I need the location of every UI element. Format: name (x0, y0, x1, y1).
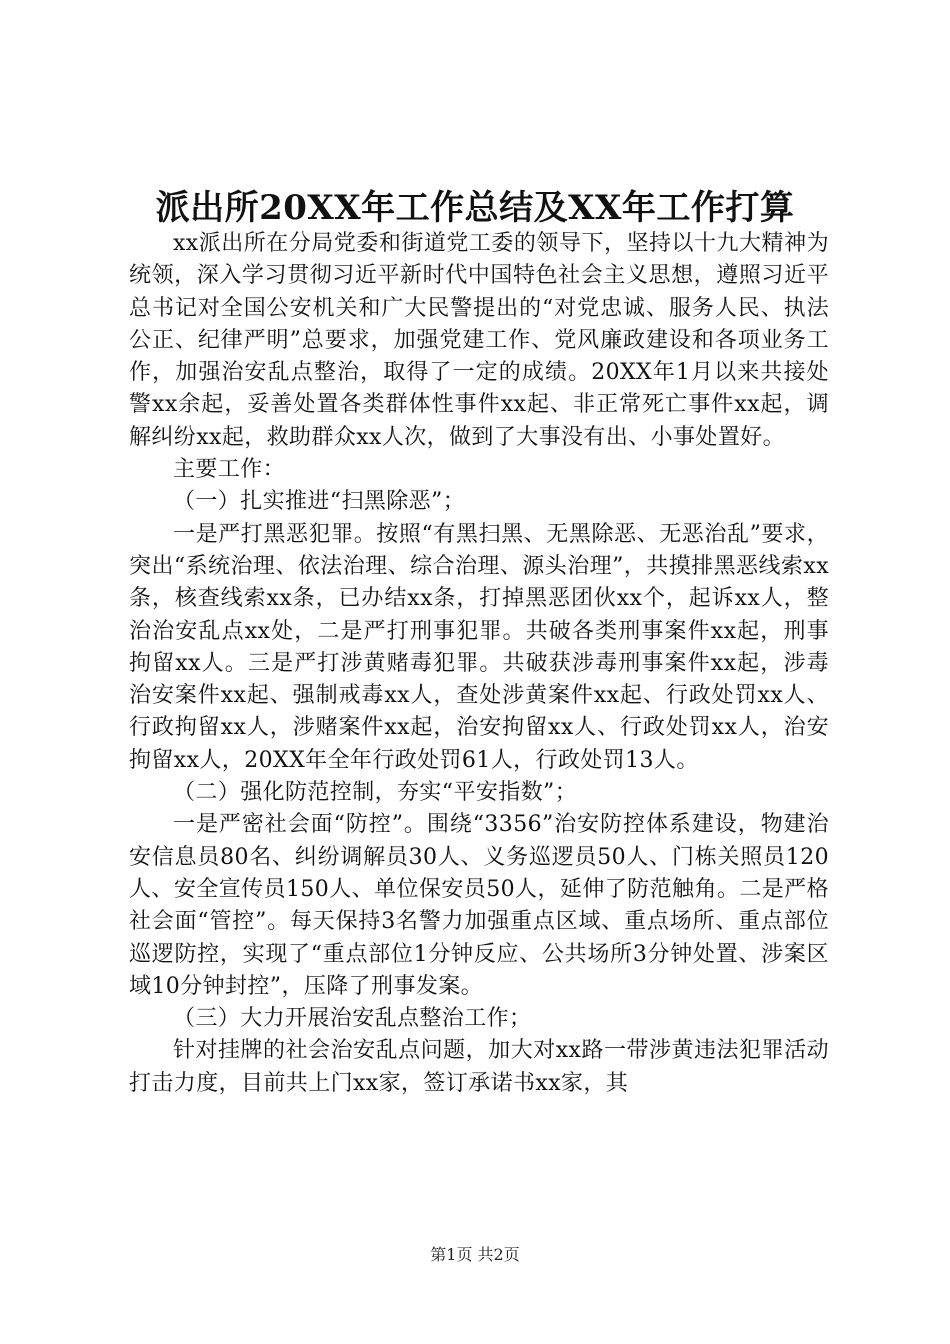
section-heading-2: （二）强化防范控制，夯实“平安指数”； (173, 780, 578, 806)
paragraph-section-1: 一是严打黑恶犯罪。按照“有黑扫黑、无黑除恶、无恶治乱”要求，突出“系统治理、依法治理、综合治理、源头治理”，共摸排黑恶线索xx条，核查线索xx条，已办结xx条，打掉黑恶团伙xx个，起诉xx人，整治治安乱点xx处，二是严打刑事犯罪。共破各类刑事案件xx起，刑事拘留xx人。三是严打涉黄赌毒犯罪。共破获涉毒刑事案件xx起，涉毒治安案件xx起、强制戒毒xx人，查处涉黄案件xx起、行政处罚xx人、行政拘留xx人，涉赌案件xx起，治安拘留xx人、行政处罚xx人，治安拘留xx人，20XX年全年行政处罚61人，行政处罚13人。 (129, 521, 829, 773)
paragraph-intro: xx派出所在分局党委和街道党工委的领导下，坚持以十九大精神为统领，深入学习贯彻习近平新时代中国特色社会主义思想，遵照习近平总书记对全国公安机关和广大民警提出的“对党忠诚、服务人民、执法公正、纪律严明”总要求，加强党建工作、党风廉政建设和各项业务工作，加强治安乱点整治，取得了一定的成绩。20XX年1月以来共接处警xx余起，妥善处置各类群体性事件xx起、非正常死亡事件xx起，调解纠纷xx起，救助群众xx人次，做到了大事没有出、小事处置好。 (129, 231, 829, 450)
section-heading-1: （一）扎实推进“扫黑除恶”； (173, 489, 466, 515)
paragraph-main-work-heading: 主要工作： (173, 457, 286, 483)
document-title: 派出所20XX年工作总结及XX年工作打算 (155, 188, 795, 228)
document-body (129, 228, 829, 1100)
paragraph-section-3: 针对挂牌的社会治安乱点问题，加大对xx路一带涉黄违法犯罪活动打击力度，目前共上门xx家，签订承诺书xx家，其 (129, 1038, 829, 1096)
page-footer: 第1页 共2页 (430, 1245, 520, 1264)
paragraph-section-2: 一是严密社会面“防控”。围绕“3356”治安防控体系建设，物建治安信息员80名、纠纷调解员30人、义务巡逻员50人、门栋关照员120人、安全宣传员150人、单位保安员50人，延伸了防范触角。二是严格社会面“管控”。每天保持3名警力加强重点区域、重点场所、重点部位巡逻防控，实现了“重点部位1分钟反应、公共场所3分钟处置、涉案区域10分钟封控”，压降了刑事发案。 (129, 812, 829, 999)
section-heading-3: （三）大力开展治安乱点整治工作； (173, 1006, 532, 1032)
